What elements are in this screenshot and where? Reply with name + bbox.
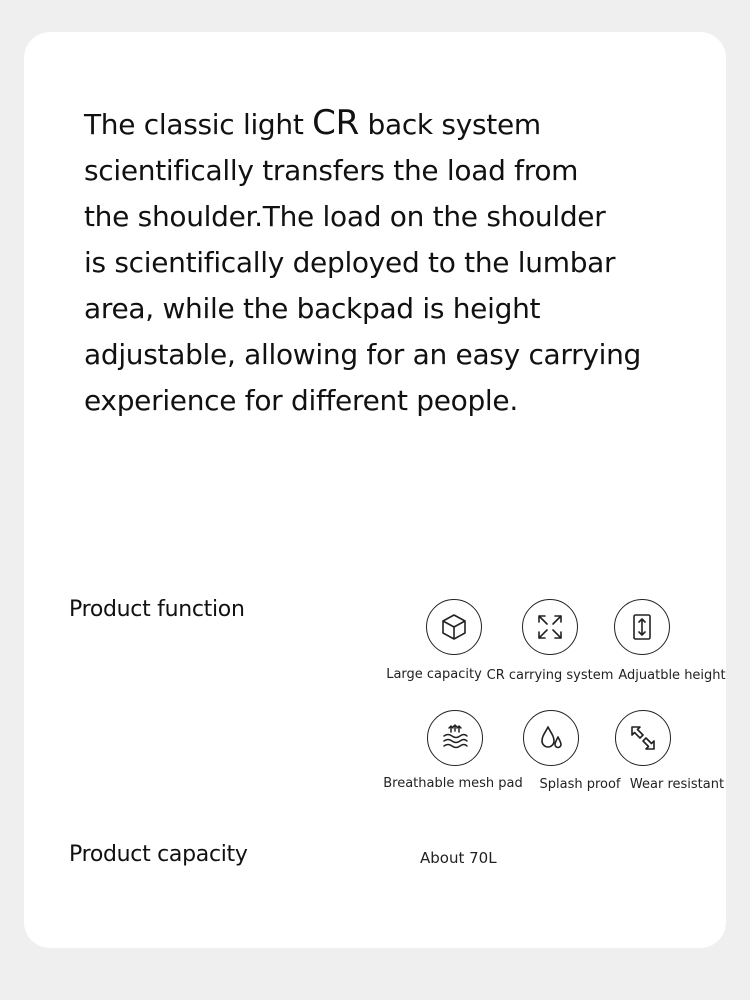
description-line [84,100,684,148]
description-line: is scientifically deployed to the lumbar [84,246,616,279]
description-line: adjustable, allowing for an easy carrying [84,338,642,371]
product-function-heading: Product function [69,597,245,622]
expand-arrows-icon [522,599,578,655]
product-capacity-heading: Product capacity [69,842,248,867]
description-line: area, while the backpad is height [84,292,541,325]
diagonal-resize-icon [615,710,671,766]
feature-label: Splash proof [539,777,621,792]
water-drops-icon [523,710,579,766]
feature-label: CR carrying system [486,668,614,683]
description-line: scientifically transfers the load from [84,154,579,187]
cube-icon [426,599,482,655]
description-text: The classic light [84,108,313,141]
capacity-value: About 70L [420,849,497,867]
feature-label: Wear resistant [629,777,725,792]
description-line: the shoulder.The load on the shoulder [84,200,606,233]
description-line: experience for different people. [84,384,518,417]
airflow-waves-icon [427,710,483,766]
description-emphasis: CR [312,103,359,143]
feature-label: Large capacity [386,667,482,682]
vertical-resize-icon [614,599,670,655]
feature-label: Adjuatble height [618,668,726,683]
feature-label: Breathable mesh pad [383,776,523,791]
description-text: back system [358,108,541,141]
product-description [84,100,684,424]
